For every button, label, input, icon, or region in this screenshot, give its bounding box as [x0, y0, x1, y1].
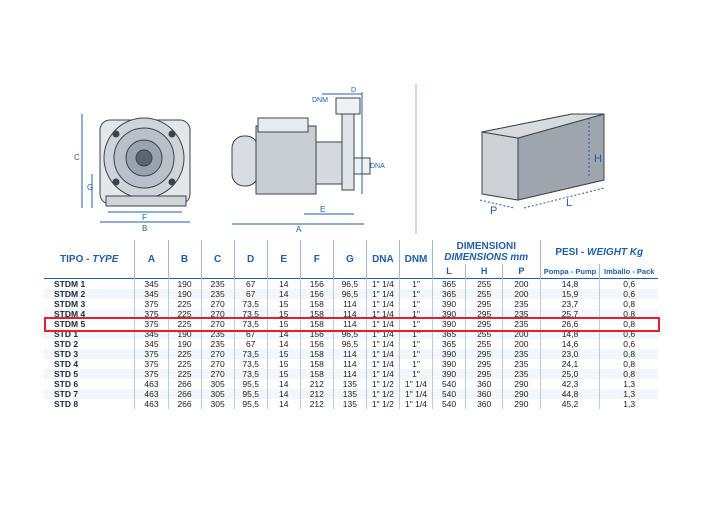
table-cell: 15 [267, 349, 300, 359]
table-cell: 290 [503, 379, 540, 389]
table-cell: 375 [135, 299, 168, 309]
header-G: G [333, 240, 366, 279]
table-row [44, 389, 658, 399]
table-cell: 375 [135, 359, 168, 369]
table-cell: 463 [135, 389, 168, 399]
table-cell: 365 [433, 339, 466, 349]
table-cell: 67 [234, 289, 267, 299]
table-cell: 225 [168, 359, 201, 369]
row-type-cell: STD 8 [44, 399, 135, 409]
label-DNM: DNM [312, 97, 328, 104]
row-type-cell: STDM 5 [44, 319, 135, 329]
header-DNM: DNM [399, 240, 432, 279]
table-cell: 1" 1/4 [366, 349, 399, 359]
table-cell: 190 [168, 339, 201, 349]
table-cell: 266 [168, 399, 201, 409]
table-cell: 1" [399, 359, 432, 369]
table-cell: 270 [201, 359, 234, 369]
table-cell: 225 [168, 319, 201, 329]
table-cell: 114 [333, 319, 366, 329]
table-cell: 135 [333, 389, 366, 399]
label-B: B [142, 224, 148, 233]
table-cell: 45,2 [540, 399, 600, 409]
table-cell: 270 [201, 349, 234, 359]
table-cell: 190 [168, 329, 201, 339]
table-cell: 67 [234, 339, 267, 349]
table-cell: 114 [333, 299, 366, 309]
table-cell: 270 [201, 319, 234, 329]
table-cell: 26,6 [540, 319, 600, 329]
table-cell: 345 [135, 289, 168, 299]
label-F: F [142, 213, 147, 222]
table-cell: 96,5 [333, 329, 366, 339]
header-dimensions: DIMENSIONI DIMENSIONS mm [433, 240, 540, 264]
table-cell: 14 [267, 289, 300, 299]
row-type-cell: STD 2 [44, 339, 135, 349]
table-cell: 235 [503, 309, 540, 319]
table-cell: 1" 1/4 [366, 359, 399, 369]
table-cell: 158 [300, 299, 333, 309]
label-D: D [351, 87, 357, 94]
table-cell: 225 [168, 299, 201, 309]
table-cell: 235 [201, 279, 234, 290]
row-type-cell: STD 1 [44, 329, 135, 339]
table-cell: 225 [168, 309, 201, 319]
table-cell: 0,8 [600, 349, 658, 359]
table-cell: 14 [267, 339, 300, 349]
table-cell: 1" 1/4 [399, 389, 432, 399]
table-cell: 24,1 [540, 359, 600, 369]
table-cell: 200 [503, 279, 540, 290]
table-cell: 1" [399, 319, 432, 329]
table-cell: 345 [135, 279, 168, 290]
table-cell: 390 [433, 369, 466, 379]
table-cell: 255 [466, 339, 503, 349]
row-type-cell: STD 3 [44, 349, 135, 359]
table-cell: 295 [466, 299, 503, 309]
table-cell: 1,3 [623, 399, 636, 409]
dimensions-table [44, 240, 658, 409]
table-cell: 375 [135, 369, 168, 379]
table-cell: 0,8 [623, 359, 636, 369]
table-cell: 375 [135, 319, 168, 329]
table-cell: 73,5 [234, 299, 267, 309]
table-cell: 25,7 [540, 309, 600, 319]
table-cell: 1" 1/4 [366, 329, 399, 339]
table-cell: 345 [135, 339, 168, 349]
table-cell: 1" 1/4 [366, 279, 399, 290]
table-cell: 1" [399, 369, 432, 379]
table-row [44, 369, 658, 379]
table-cell: 365 [433, 329, 466, 339]
table-cell: 360 [466, 399, 503, 409]
header-P: P [503, 264, 540, 279]
label-G: G [87, 183, 94, 192]
label-DNA: DNA [370, 163, 385, 170]
table-cell: 1" 1/4 [399, 399, 432, 409]
label-A: A [296, 225, 302, 234]
table-cell: 73,5 [234, 359, 267, 369]
table-row [44, 309, 658, 319]
table-cell: 1" [399, 349, 432, 359]
pump-side-view [232, 92, 370, 224]
header-L: L [433, 264, 466, 279]
table-cell: 42,3 [540, 379, 600, 389]
table-cell: 295 [466, 309, 503, 319]
header-D: D [234, 240, 267, 279]
header-C: C [201, 240, 234, 279]
table-cell: 73,5 [234, 349, 267, 359]
table-cell: 235 [201, 339, 234, 349]
table-body [44, 279, 658, 410]
table-cell: 266 [168, 389, 201, 399]
table-cell: 200 [503, 339, 540, 349]
table-cell: 96,5 [333, 279, 366, 290]
table-cell: 540 [433, 389, 466, 399]
table-cell: 190 [168, 279, 201, 290]
table-cell: 235 [503, 319, 540, 329]
table-cell: 235 [503, 369, 540, 379]
table-cell: 360 [466, 379, 503, 389]
table-cell: 540 [433, 399, 466, 409]
table-cell: 540 [433, 379, 466, 389]
table-cell: 96,5 [333, 289, 366, 299]
table-cell: 15 [267, 369, 300, 379]
row-type-cell: STD 5 [44, 369, 135, 379]
table-cell: 375 [135, 349, 168, 359]
table-cell: 255 [466, 279, 503, 290]
header-H: H [466, 264, 503, 279]
table-row [44, 399, 658, 409]
table-cell: 114 [333, 369, 366, 379]
table-cell: 266 [168, 379, 201, 389]
table-cell: 14 [267, 279, 300, 290]
table-cell: 95,5 [234, 379, 267, 389]
table-cell: 96,5 [333, 339, 366, 349]
header-E: E [267, 240, 300, 279]
table-cell: 0,6 [600, 289, 658, 299]
label-E: E [320, 205, 326, 214]
table-cell: 0,8 [623, 319, 636, 329]
table-row [44, 289, 658, 299]
table-cell: 375 [135, 309, 168, 319]
table-row [44, 379, 658, 389]
table-cell: 225 [168, 369, 201, 379]
row-type-cell: STD 6 [44, 379, 135, 389]
label-C: C [74, 153, 80, 162]
table-cell: 14,8 [540, 279, 600, 290]
label-L: L [566, 197, 573, 209]
table-cell: 114 [333, 309, 366, 319]
table-cell: 158 [300, 319, 333, 329]
row-type-cell: STDM 2 [44, 289, 135, 299]
table-cell: 390 [433, 299, 466, 309]
table-row [44, 299, 658, 309]
table-cell: 135 [333, 379, 366, 389]
header-B: B [168, 240, 201, 279]
header-tipo: TIPO - TYPE [44, 240, 135, 279]
header-pompa: Pompa - Pump [540, 264, 600, 279]
table-cell: 1" 1/4 [399, 379, 432, 389]
header-A: A [135, 240, 168, 279]
table-cell: 270 [201, 369, 234, 379]
package-box [480, 114, 604, 208]
table-cell: 365 [433, 289, 466, 299]
table-cell: 1" 1/4 [366, 289, 399, 299]
table-cell: 0,6 [623, 279, 636, 289]
table-cell: 1" [399, 299, 432, 309]
table-cell: 67 [234, 329, 267, 339]
table-cell: 0,8 [600, 309, 658, 319]
table-cell: 235 [503, 359, 540, 369]
table-cell: 0,6 [623, 339, 636, 349]
table-cell: 305 [201, 389, 234, 399]
table-cell: 156 [300, 339, 333, 349]
table-cell: 1" [399, 339, 432, 349]
table-cell: 95,5 [234, 389, 267, 399]
table-cell: 1" 1/4 [366, 319, 399, 329]
table-cell: 15 [267, 309, 300, 319]
table-cell: 1" 1/2 [366, 379, 399, 389]
table-cell: 1" 1/4 [366, 309, 399, 319]
header-imballo: Imballo - Pack [604, 266, 655, 276]
table-header-row [44, 240, 658, 264]
table-cell: 14,6 [540, 339, 600, 349]
header-DNA: DNA [366, 240, 399, 279]
table-cell: 305 [201, 379, 234, 389]
table-cell: 158 [300, 359, 333, 369]
table-row [44, 279, 658, 290]
table-cell: 225 [168, 349, 201, 359]
table-cell: 365 [433, 279, 466, 290]
header-weight: PESI - WEIGHT Kg [555, 246, 644, 258]
table-row [44, 349, 658, 359]
table-row [44, 329, 658, 339]
table-cell: 15 [267, 359, 300, 369]
table-cell: 1" 1/2 [366, 399, 399, 409]
table-cell: 235 [201, 329, 234, 339]
label-H: H [594, 153, 602, 165]
table-cell: 1" [399, 329, 432, 339]
table-cell: 390 [433, 349, 466, 359]
table-cell: 1" [399, 289, 432, 299]
table-cell: 255 [466, 329, 503, 339]
table-cell: 23,7 [540, 299, 600, 309]
table-cell: 15,9 [540, 289, 600, 299]
table-cell: 156 [300, 289, 333, 299]
table-cell: 1" 1/4 [366, 369, 399, 379]
table-cell: 200 [503, 329, 540, 339]
table-cell: 270 [201, 309, 234, 319]
table-cell: 212 [300, 379, 333, 389]
table-cell: 67 [234, 279, 267, 290]
table-cell: 305 [201, 399, 234, 409]
table-cell: 295 [466, 319, 503, 329]
row-type-cell: STDM 3 [44, 299, 135, 309]
table-cell: 44,8 [540, 389, 600, 399]
table-cell: 255 [466, 289, 503, 299]
table-cell: 290 [503, 399, 540, 409]
table-cell: 0,8 [600, 369, 658, 379]
table-row [44, 339, 658, 349]
table-cell: 463 [135, 379, 168, 389]
table-cell: 158 [300, 349, 333, 359]
table-cell: 23,0 [540, 349, 600, 359]
table-cell: 114 [333, 359, 366, 369]
row-type-cell: STDM 4 [44, 309, 135, 319]
table-cell: 25,0 [540, 369, 600, 379]
table-cell: 135 [333, 399, 366, 409]
table-cell: 1" [399, 309, 432, 319]
table-cell: 212 [300, 399, 333, 409]
header-F: F [300, 240, 333, 279]
table-cell: 295 [466, 369, 503, 379]
table-cell: 0,8 [623, 299, 636, 309]
table-cell: 235 [503, 299, 540, 309]
table-cell: 360 [466, 389, 503, 399]
table-cell: 1" 1/4 [366, 299, 399, 309]
table-cell: 14 [267, 399, 300, 409]
table-cell: 390 [433, 359, 466, 369]
table-cell: 73,5 [234, 319, 267, 329]
table-cell: 270 [201, 299, 234, 309]
table-cell: 235 [503, 349, 540, 359]
table-cell: 14 [267, 389, 300, 399]
table-cell: 14 [267, 379, 300, 389]
table-cell: 212 [300, 389, 333, 399]
table-cell: 114 [333, 349, 366, 359]
table-cell: 390 [433, 319, 466, 329]
table-cell: 1,3 [600, 389, 658, 399]
table-cell: 1" 1/4 [366, 339, 399, 349]
table-cell: 73,5 [234, 309, 267, 319]
table-cell: 1,3 [623, 379, 636, 389]
table-cell: 156 [300, 329, 333, 339]
table-cell: 95,5 [234, 399, 267, 409]
table-cell: 15 [267, 319, 300, 329]
table-row [44, 359, 658, 369]
table-cell: 14 [267, 329, 300, 339]
table-cell: 1" 1/2 [366, 389, 399, 399]
table-cell: 463 [135, 399, 168, 409]
table-cell: 158 [300, 309, 333, 319]
table-cell: 200 [503, 289, 540, 299]
table-cell: 190 [168, 289, 201, 299]
technical-drawings [44, 84, 658, 234]
table-cell: 345 [135, 329, 168, 339]
row-type-cell: STD 4 [44, 359, 135, 369]
table-cell: 73,5 [234, 369, 267, 379]
table-cell: 295 [466, 349, 503, 359]
table-cell: 15 [267, 299, 300, 309]
table-cell: 235 [201, 289, 234, 299]
table-cell: 390 [433, 309, 466, 319]
pump-front-view [82, 114, 190, 222]
label-P: P [490, 205, 498, 217]
table-cell: 295 [466, 359, 503, 369]
table-cell: 290 [503, 389, 540, 399]
table-cell: 14,8 [540, 329, 600, 339]
row-type-cell: STDM 1 [44, 279, 135, 290]
table-cell: 0,6 [600, 329, 658, 339]
row-type-cell: STD 7 [44, 389, 135, 399]
table-row [44, 319, 658, 329]
table-cell: 1" [399, 279, 432, 290]
table-cell: 156 [300, 279, 333, 290]
drawings-svg [44, 84, 658, 234]
table-cell: 158 [300, 369, 333, 379]
